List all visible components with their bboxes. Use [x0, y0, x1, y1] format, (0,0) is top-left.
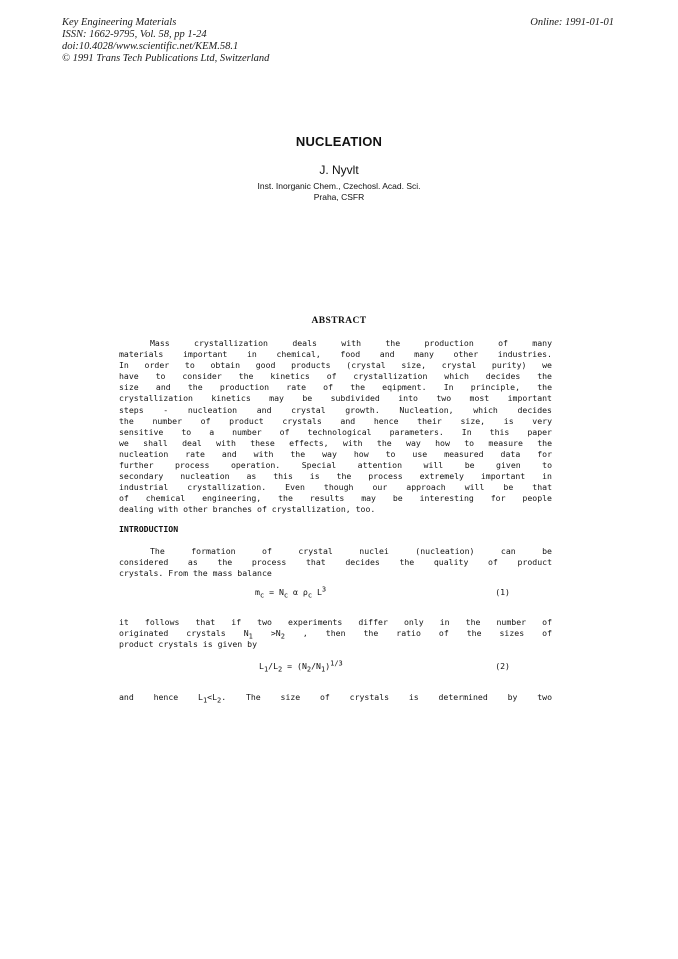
- abstract-line: sensitive to a number of technological parameters. In this paper: [119, 426, 552, 437]
- abstract-line: Mass crystallization deals with the production of many: [150, 338, 552, 348]
- paper-title: NUCLEATION: [295, 134, 383, 149]
- equation-2-expression: $L_1/L_2 = (N_2/N_1)^{1/3}$: [259, 659, 343, 674]
- intro-line: product crystals is given by: [119, 639, 258, 650]
- online-date: Online: 1991-01-01: [530, 17, 614, 28]
- abstract-line: materials important in chemical, food and many other industries.: [119, 349, 552, 360]
- abstract-line: dealing with other branches of crystallization, too.: [119, 504, 376, 515]
- abstract-line: industrial crystallization. Even though our approach will be that: [119, 482, 552, 493]
- running-header: [62, 17, 269, 65]
- abstract-line: further process operation. Special attention will be given to: [119, 460, 552, 471]
- abstract-line: the number of product crystals and hence their size, is very: [119, 415, 552, 426]
- intro-line: crystals. From the mass balance: [119, 568, 272, 579]
- introduction-para-2: [119, 617, 552, 650]
- abstract-line: size and the production rate of the eqipment. In principle, the: [119, 382, 552, 393]
- equation-2-number: (2): [495, 661, 510, 671]
- copyright-line: © 1991 Trans Tech Publications Ltd, Switzerland: [62, 53, 270, 64]
- introduction-para-1: [119, 546, 552, 579]
- issn-line: ISSN: 1662-9795, Vol. 58, pp 1-24: [62, 29, 207, 40]
- intro-line: considered as the process that decides the quality of product: [119, 557, 552, 568]
- abstract-line: of chemical engineering, the results may be interesting for people: [119, 493, 552, 504]
- abstract-line: crystallization kinetics may be subdivided into two most important: [119, 393, 552, 404]
- affiliation-line-2: Praha, CSFR: [313, 191, 365, 202]
- author-name: J. Nyvlt: [319, 163, 359, 177]
- abstract-line: steps - nucleation and crystal growth. Nucleation, which decides: [119, 404, 552, 415]
- abstract-line: nucleation rate and with the way how to use measured data for: [119, 448, 552, 459]
- abstract-body: [119, 338, 552, 516]
- equation-2: [119, 661, 552, 675]
- affiliation: [0, 181, 678, 202]
- intro-line: it follows that if two experiments differ only in the number of: [119, 617, 552, 627]
- equation-1-expression: $m_c = N_c$ α $\rho_c$ $L^3$: [255, 585, 327, 600]
- doi-line: doi:10.4028/www.scientific.net/KEM.58.1: [62, 41, 239, 52]
- intro-line: and hence $L_1<L_2$. The size of crystals is determined by two: [119, 692, 552, 705]
- journal-name: Key Engineering Materials: [62, 17, 177, 28]
- abstract-line: In order to obtain good products (crystal size, crystal purity) we: [119, 360, 552, 371]
- intro-line: originated crystals $N_1 >N_2$ , then the ratio of the sizes of: [119, 628, 552, 641]
- abstract-line: secondary nucleation as this is the process extremely important in: [119, 471, 552, 482]
- affiliation-line-1: Inst. Inorganic Chem., Czechosl. Acad. Sci.: [257, 181, 421, 191]
- introduction-para-3: [119, 692, 552, 703]
- abstract-heading: ABSTRACT: [311, 316, 367, 326]
- abstract-line: have to consider the kinetics of crystallization which decides the: [119, 371, 552, 382]
- equation-1-number: (1): [495, 587, 510, 597]
- intro-line: The formation of crystal nuclei (nucleation) can be: [150, 546, 552, 556]
- introduction-heading: INTRODUCTION: [119, 524, 179, 534]
- equation-1: [119, 587, 552, 601]
- abstract-line: we shall deal with these effects, with the way how to measure the: [119, 437, 552, 448]
